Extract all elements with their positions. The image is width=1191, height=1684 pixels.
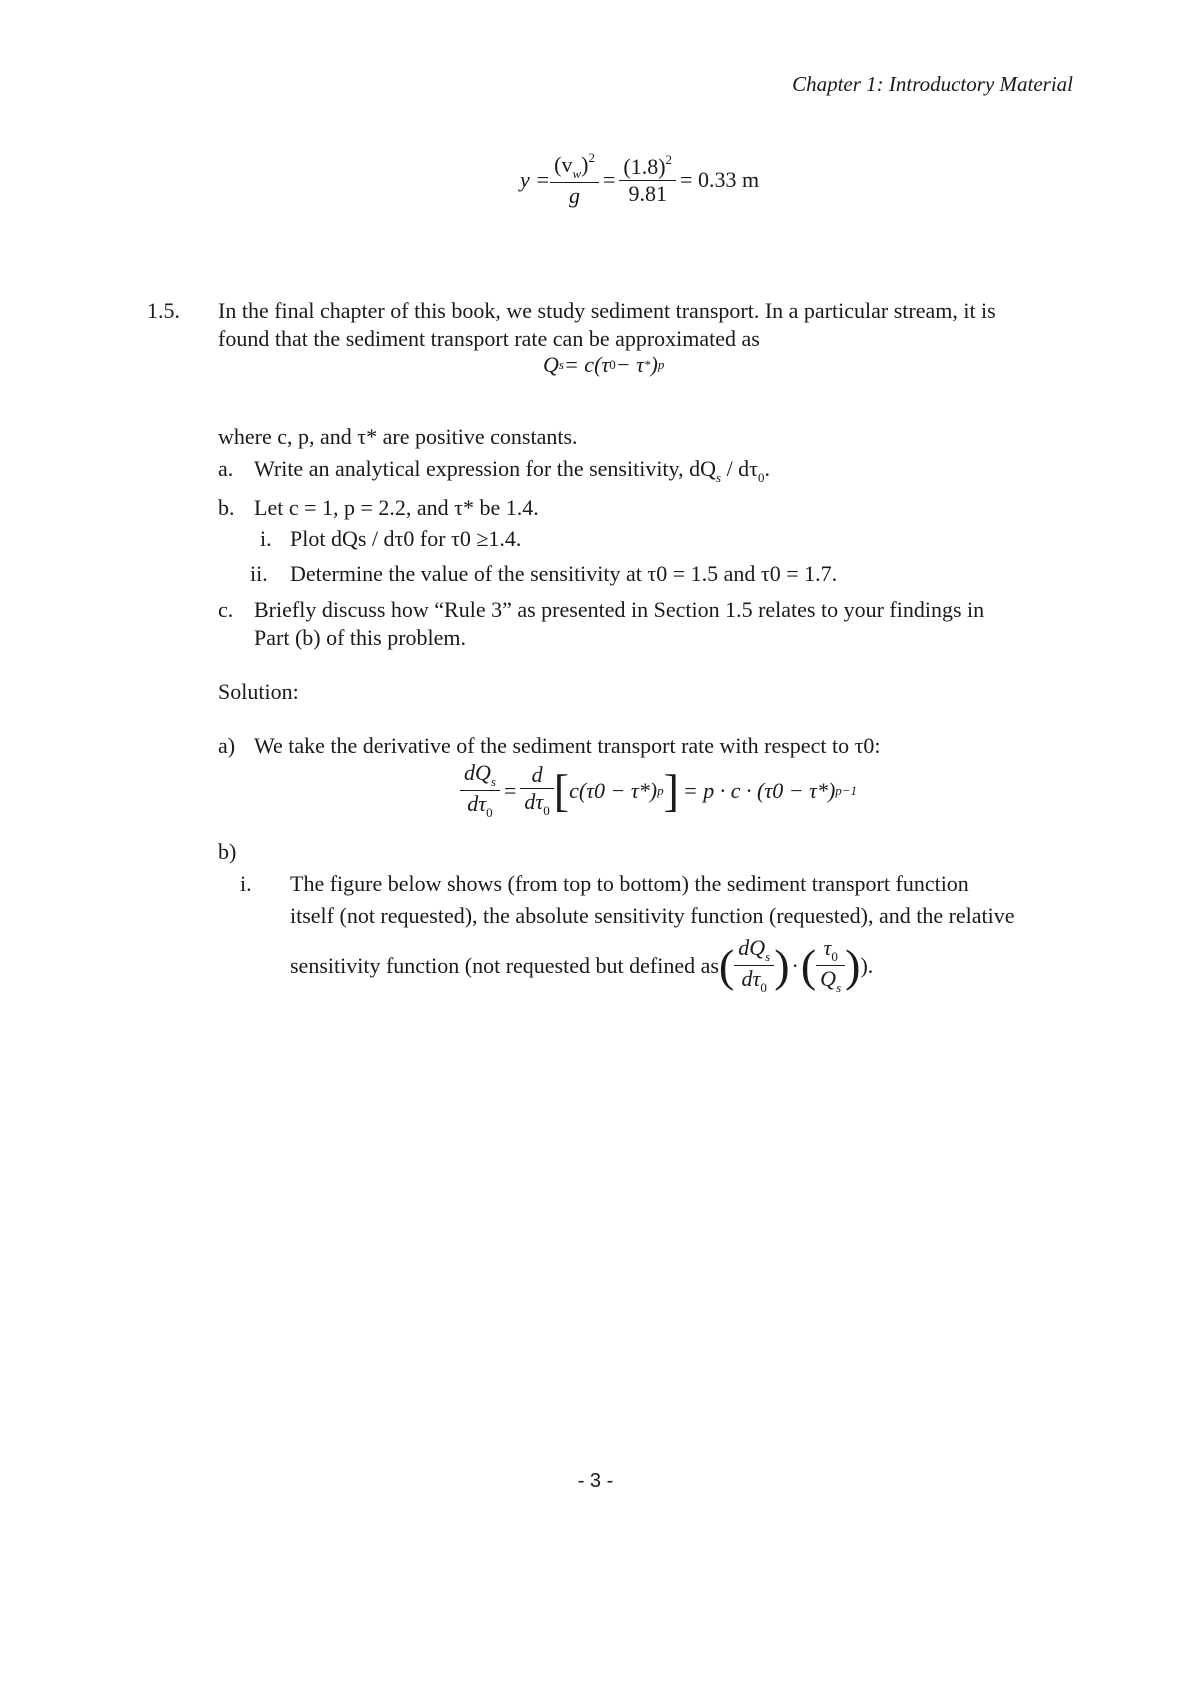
dtau: dτ [467, 791, 487, 816]
fraction-dqs-dtau [460, 760, 500, 821]
rel-qs: Q [820, 966, 837, 991]
item-bi-label: i. [260, 526, 272, 551]
dtau-2: dτ [524, 789, 544, 814]
solution-bi-line-3 [290, 935, 873, 996]
item-c-line-2: Part (b) of this problem. [254, 625, 467, 650]
denominator-g: g [569, 183, 581, 208]
eq-rhs-c: ) [650, 352, 658, 377]
equation-derivative: $\frac{dQ_s}{d\tau_0}$ = $\frac{d}{d\tau_0}$ [ c(τ0 − τ*) p ] = p · c · (τ0 − τ*) p−1 [460, 760, 857, 821]
paren-open-2: ( [800, 939, 817, 991]
rel-dtau: dτ [741, 966, 761, 991]
dqs-sub: s [490, 774, 496, 789]
relative-sensitivity-text: sensitivity function (not requested but defined as [290, 952, 719, 978]
item-a-body: Write an analytical expression for the sensitivity, dQ [254, 456, 716, 481]
rel-dqs: dQ [738, 935, 766, 960]
bracket-exp: p [657, 782, 664, 798]
eq-rhs-sub: 0 [609, 357, 616, 372]
bracket-close: ] [663, 764, 679, 816]
item-bii-label: ii. [250, 561, 268, 586]
d-operator: d [520, 762, 553, 789]
rel-tau: τ [823, 935, 832, 960]
solution-bi-line-1: The figure below shows (from top to bottom) the sediment transport function [290, 871, 969, 896]
exponent-2: 2 [588, 150, 595, 165]
item-b-label: b. [218, 495, 235, 520]
relative-sensitivity-end: ). [860, 952, 874, 978]
item-b-text: Let c = 1, p = 2.2, and τ* be 1.4. [254, 495, 539, 520]
item-c-label: c. [218, 597, 234, 622]
item-bi-text: Plot dQs / dτ0 for τ0 ≥1.4. [290, 526, 522, 551]
bracket-open: [ [553, 764, 570, 816]
dtau-sub: 0 [486, 805, 493, 820]
numerator-vw: (v [554, 152, 573, 177]
exponent-2b: 2 [665, 152, 673, 167]
item-c-line-1: Briefly discuss how “Rule 3” as presented in Section 1.5 relates to your findings in [254, 597, 985, 622]
dqs: dQ [464, 760, 491, 785]
dot-operator: · [791, 952, 799, 978]
paren-close-2: ) [845, 939, 861, 991]
item-a-sub-s: s [716, 470, 722, 485]
equation-depth: y = $\frac{(v_w)^2}{g}$ = $\frac{(1.8)^2}{9.81}$ = 0.33 m [520, 150, 760, 208]
bracket-content: c(τ0 − τ*) [569, 777, 658, 803]
fraction-rel-2 [816, 935, 845, 996]
problem-line-2: found that the sediment transport rate can be approximated as [218, 326, 760, 351]
solution-heading: Solution: [218, 679, 299, 704]
eq-rhs-p: p [657, 357, 665, 372]
solution-a-text: We take the derivative of the sediment transport rate with respect to τ0: [254, 733, 881, 758]
denominator-9-81: 9.81 [628, 181, 667, 206]
problem-number: 1.5. [147, 298, 180, 323]
fraction-rel-1 [734, 935, 774, 996]
solution-b-label: b) [218, 839, 237, 864]
fraction-d-dtau [520, 762, 553, 819]
qs-symbol: Q [543, 352, 559, 377]
paren-open-1: ( [718, 939, 735, 991]
running-header: Chapter 1: Introductory Material [792, 72, 1073, 96]
equation-result: = 0.33 m [680, 166, 760, 192]
rel-dtau-sub: 0 [760, 980, 767, 995]
rel-tau-sub: 0 [831, 949, 838, 964]
item-bii-text: Determine the value of the sensitivity at τ0 = 1.5 and τ0 = 1.7. [290, 561, 838, 586]
rel-dqs-sub: s [765, 949, 771, 964]
item-a-sub-0: 0 [758, 470, 765, 485]
equation-lhs: y = [520, 166, 551, 192]
solution-a-label: a) [218, 733, 236, 758]
equation-transport-rate [543, 352, 664, 378]
rel-qs-sub: s [836, 980, 842, 995]
item-a-tail: / dτ [726, 456, 759, 481]
dtau-2-sub: 0 [543, 803, 550, 818]
eq-rhs-b: − τ [615, 352, 644, 377]
fraction-vw-g [550, 150, 599, 209]
numerator-1-8: (1.8) [623, 154, 666, 179]
where-text: where c, p, and τ* are positive constants. [218, 424, 578, 449]
page-number: - 3 - [577, 1470, 614, 1492]
paren-close-1: ) [774, 939, 790, 991]
eq-rhs-a: = c(τ [563, 352, 610, 377]
eq-rhs-star: * [644, 357, 651, 372]
derivative-rhs-exp: p−1 [835, 782, 858, 798]
subscript-w: w [572, 166, 582, 181]
fraction-numeric [619, 152, 676, 207]
paren-close: ) [581, 152, 589, 177]
solution-bi-label: i. [240, 871, 252, 896]
problem-line-1: In the final chapter of this book, we study sediment transport. In a particular stream, it is [218, 298, 996, 323]
qs-subscript: s [558, 357, 564, 372]
derivative-rhs: = p · c · (τ0 − τ*) [682, 777, 836, 803]
item-a-text: Write an analytical expression for the sensitivity, $dQ_s / d\tau_0$. [254, 456, 771, 485]
item-a-label: a. [218, 456, 234, 481]
solution-bi-line-2: itself (not requested), the absolute sensitivity function (requested), and the relative [290, 903, 1015, 928]
